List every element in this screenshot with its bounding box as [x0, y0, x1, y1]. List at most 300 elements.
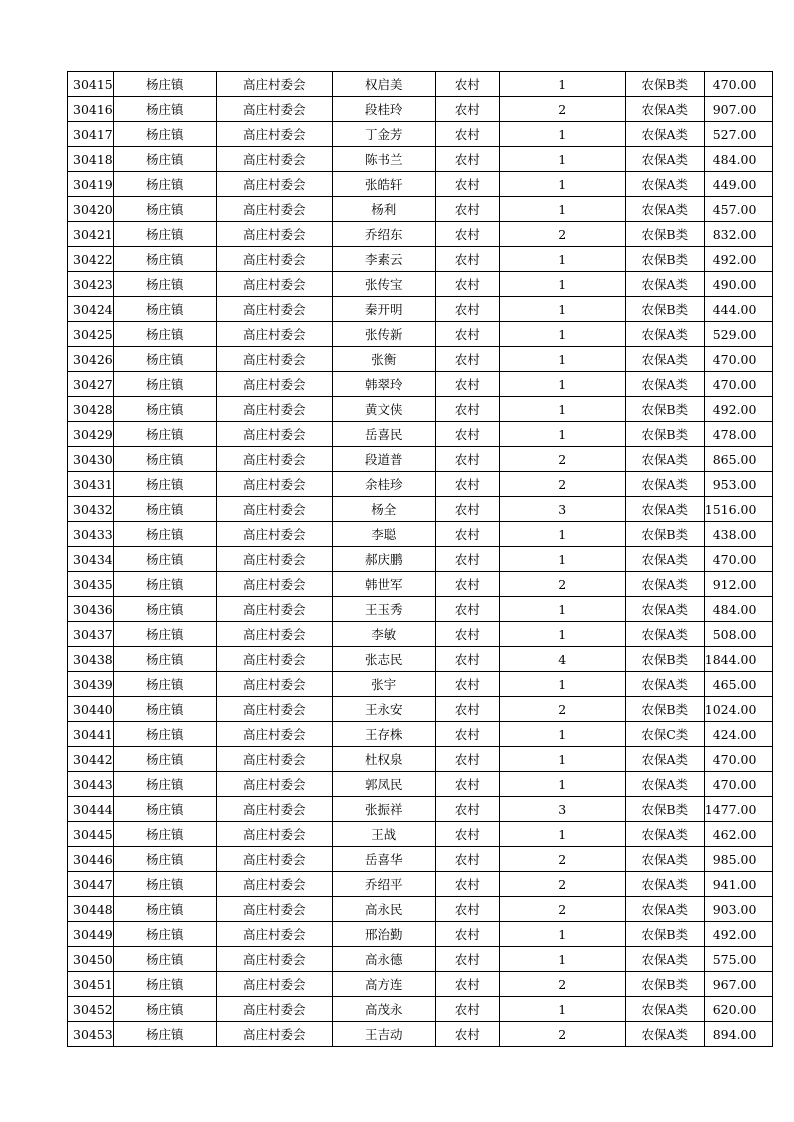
- village-committee-cell: 高庄村委会: [216, 997, 332, 1022]
- insurance-category-cell: 农保A类: [625, 997, 704, 1022]
- table-row: [68, 372, 773, 397]
- amount-cell: 985.00: [704, 847, 773, 872]
- insurance-category-cell: 农保A类: [625, 147, 704, 172]
- area-type-cell: 农村: [435, 822, 499, 847]
- town-cell: 杨庄镇: [113, 222, 216, 247]
- person-name-cell: 高永民: [332, 897, 435, 922]
- amount-cell: 492.00: [704, 922, 773, 947]
- insurance-category-cell: 农保B类: [625, 222, 704, 247]
- area-type-cell: 农村: [435, 147, 499, 172]
- record-id-cell: 30432: [68, 497, 114, 522]
- amount-cell: 484.00: [704, 147, 773, 172]
- town-cell: 杨庄镇: [113, 347, 216, 372]
- town-cell: 杨庄镇: [113, 522, 216, 547]
- area-type-cell: 农村: [435, 922, 499, 947]
- record-id-cell: 30420: [68, 197, 114, 222]
- person-name-cell: 段道普: [332, 447, 435, 472]
- area-type-cell: 农村: [435, 522, 499, 547]
- table-row: [68, 947, 773, 972]
- town-cell: 杨庄镇: [113, 797, 216, 822]
- amount-cell: 470.00: [704, 547, 773, 572]
- insurance-category-cell: 农保A类: [625, 122, 704, 147]
- record-id-cell: 30443: [68, 772, 114, 797]
- amount-cell: 1024.00: [704, 697, 773, 722]
- household-count-cell: 1: [499, 322, 625, 347]
- town-cell: 杨庄镇: [113, 422, 216, 447]
- village-committee-cell: 高庄村委会: [216, 697, 332, 722]
- town-cell: 杨庄镇: [113, 622, 216, 647]
- town-cell: 杨庄镇: [113, 172, 216, 197]
- town-cell: 杨庄镇: [113, 722, 216, 747]
- town-cell: 杨庄镇: [113, 572, 216, 597]
- household-count-cell: 2: [499, 222, 625, 247]
- amount-cell: 894.00: [704, 1022, 773, 1047]
- amount-cell: 620.00: [704, 997, 773, 1022]
- household-count-cell: 2: [499, 447, 625, 472]
- record-id-cell: 30447: [68, 872, 114, 897]
- insurance-category-cell: 农保B类: [625, 297, 704, 322]
- village-committee-cell: 高庄村委会: [216, 147, 332, 172]
- table-row: [68, 922, 773, 947]
- table-row: [68, 972, 773, 997]
- insurance-category-cell: 农保C类: [625, 722, 704, 747]
- person-name-cell: 乔绍东: [332, 222, 435, 247]
- insurance-category-cell: 农保A类: [625, 947, 704, 972]
- area-type-cell: 农村: [435, 297, 499, 322]
- record-id-cell: 30425: [68, 322, 114, 347]
- household-count-cell: 1: [499, 422, 625, 447]
- area-type-cell: 农村: [435, 547, 499, 572]
- household-count-cell: 2: [499, 97, 625, 122]
- town-cell: 杨庄镇: [113, 197, 216, 222]
- insurance-category-cell: 农保B类: [625, 797, 704, 822]
- village-committee-cell: 高庄村委会: [216, 372, 332, 397]
- household-count-cell: 1: [499, 522, 625, 547]
- town-cell: 杨庄镇: [113, 922, 216, 947]
- record-id-cell: 30424: [68, 297, 114, 322]
- household-count-cell: 1: [499, 347, 625, 372]
- amount-cell: 470.00: [704, 72, 773, 97]
- area-type-cell: 农村: [435, 772, 499, 797]
- household-count-cell: 1: [499, 947, 625, 972]
- amount-cell: 462.00: [704, 822, 773, 847]
- village-committee-cell: 高庄村委会: [216, 522, 332, 547]
- person-name-cell: 高茂永: [332, 997, 435, 1022]
- village-committee-cell: 高庄村委会: [216, 322, 332, 347]
- amount-cell: 478.00: [704, 422, 773, 447]
- table-row: [68, 422, 773, 447]
- amount-cell: 941.00: [704, 872, 773, 897]
- amount-cell: 832.00: [704, 222, 773, 247]
- town-cell: 杨庄镇: [113, 547, 216, 572]
- town-cell: 杨庄镇: [113, 1022, 216, 1047]
- table-row: [68, 172, 773, 197]
- insurance-category-cell: 农保B类: [625, 397, 704, 422]
- insurance-category-cell: 农保A类: [625, 572, 704, 597]
- amount-cell: 457.00: [704, 197, 773, 222]
- area-type-cell: 农村: [435, 797, 499, 822]
- household-count-cell: 1: [499, 772, 625, 797]
- table-row: [68, 97, 773, 122]
- insurance-category-cell: 农保B类: [625, 522, 704, 547]
- area-type-cell: 农村: [435, 572, 499, 597]
- amount-cell: 575.00: [704, 947, 773, 972]
- village-committee-cell: 高庄村委会: [216, 922, 332, 947]
- town-cell: 杨庄镇: [113, 397, 216, 422]
- table-row: [68, 347, 773, 372]
- person-name-cell: 邢治勤: [332, 922, 435, 947]
- amount-cell: 1844.00: [704, 647, 773, 672]
- village-committee-cell: 高庄村委会: [216, 1022, 332, 1047]
- table-row: [68, 397, 773, 422]
- town-cell: 杨庄镇: [113, 122, 216, 147]
- amount-cell: 470.00: [704, 372, 773, 397]
- table-row: [68, 672, 773, 697]
- person-name-cell: 李聪: [332, 522, 435, 547]
- person-name-cell: 杨全: [332, 497, 435, 522]
- person-name-cell: 王永安: [332, 697, 435, 722]
- person-name-cell: 郝庆鹏: [332, 547, 435, 572]
- record-id-cell: 30430: [68, 447, 114, 472]
- village-committee-cell: 高庄村委会: [216, 572, 332, 597]
- town-cell: 杨庄镇: [113, 72, 216, 97]
- town-cell: 杨庄镇: [113, 322, 216, 347]
- area-type-cell: 农村: [435, 747, 499, 772]
- insurance-category-cell: 农保A类: [625, 172, 704, 197]
- insurance-category-cell: 农保A类: [625, 597, 704, 622]
- table-row: [68, 247, 773, 272]
- insurance-category-cell: 农保A类: [625, 272, 704, 297]
- area-type-cell: 农村: [435, 622, 499, 647]
- insurance-category-cell: 农保A类: [625, 497, 704, 522]
- table-row: [68, 447, 773, 472]
- person-name-cell: 王玉秀: [332, 597, 435, 622]
- person-name-cell: 陈书兰: [332, 147, 435, 172]
- amount-cell: 449.00: [704, 172, 773, 197]
- record-id-cell: 30445: [68, 822, 114, 847]
- amount-cell: 470.00: [704, 347, 773, 372]
- insurance-category-cell: 农保A类: [625, 197, 704, 222]
- record-id-cell: 30418: [68, 147, 114, 172]
- person-name-cell: 段桂玲: [332, 97, 435, 122]
- town-cell: 杨庄镇: [113, 247, 216, 272]
- household-count-cell: 1: [499, 997, 625, 1022]
- person-name-cell: 李素云: [332, 247, 435, 272]
- table-row: [68, 822, 773, 847]
- record-id-cell: 30423: [68, 272, 114, 297]
- area-type-cell: 农村: [435, 847, 499, 872]
- area-type-cell: 农村: [435, 322, 499, 347]
- village-committee-cell: 高庄村委会: [216, 347, 332, 372]
- record-id-cell: 30429: [68, 422, 114, 447]
- village-committee-cell: 高庄村委会: [216, 472, 332, 497]
- table-row: [68, 772, 773, 797]
- town-cell: 杨庄镇: [113, 497, 216, 522]
- amount-cell: 470.00: [704, 747, 773, 772]
- table-row: [68, 597, 773, 622]
- insurance-category-cell: 农保B类: [625, 697, 704, 722]
- table-row: [68, 797, 773, 822]
- record-id-cell: 30431: [68, 472, 114, 497]
- amount-cell: 903.00: [704, 897, 773, 922]
- household-count-cell: 2: [499, 897, 625, 922]
- table-row: [68, 547, 773, 572]
- insurance-category-cell: 农保B类: [625, 72, 704, 97]
- record-id-cell: 30438: [68, 647, 114, 672]
- household-count-cell: 2: [499, 972, 625, 997]
- town-cell: 杨庄镇: [113, 372, 216, 397]
- household-count-cell: 1: [499, 72, 625, 97]
- village-committee-cell: 高庄村委会: [216, 597, 332, 622]
- insurance-category-cell: 农保B类: [625, 247, 704, 272]
- area-type-cell: 农村: [435, 447, 499, 472]
- household-count-cell: 1: [499, 397, 625, 422]
- town-cell: 杨庄镇: [113, 672, 216, 697]
- record-id-cell: 30436: [68, 597, 114, 622]
- amount-cell: 465.00: [704, 672, 773, 697]
- village-committee-cell: 高庄村委会: [216, 947, 332, 972]
- household-count-cell: 1: [499, 822, 625, 847]
- area-type-cell: 农村: [435, 97, 499, 122]
- record-id-cell: 30444: [68, 797, 114, 822]
- village-committee-cell: 高庄村委会: [216, 297, 332, 322]
- town-cell: 杨庄镇: [113, 897, 216, 922]
- roster-table-body: [68, 72, 773, 1047]
- table-row: [68, 197, 773, 222]
- amount-cell: 953.00: [704, 472, 773, 497]
- household-count-cell: 2: [499, 572, 625, 597]
- village-committee-cell: 高庄村委会: [216, 172, 332, 197]
- amount-cell: 912.00: [704, 572, 773, 597]
- village-committee-cell: 高庄村委会: [216, 797, 332, 822]
- town-cell: 杨庄镇: [113, 297, 216, 322]
- area-type-cell: 农村: [435, 122, 499, 147]
- village-committee-cell: 高庄村委会: [216, 122, 332, 147]
- household-count-cell: 1: [499, 597, 625, 622]
- amount-cell: 1477.00: [704, 797, 773, 822]
- person-name-cell: 李敏: [332, 622, 435, 647]
- person-name-cell: 高永德: [332, 947, 435, 972]
- insurance-category-cell: 农保A类: [625, 372, 704, 397]
- person-name-cell: 王吉动: [332, 1022, 435, 1047]
- amount-cell: 865.00: [704, 447, 773, 472]
- village-committee-cell: 高庄村委会: [216, 847, 332, 872]
- person-name-cell: 秦开明: [332, 297, 435, 322]
- person-name-cell: 黄文侠: [332, 397, 435, 422]
- table-row: [68, 122, 773, 147]
- area-type-cell: 农村: [435, 497, 499, 522]
- area-type-cell: 农村: [435, 647, 499, 672]
- insurance-category-cell: 农保A类: [625, 672, 704, 697]
- person-name-cell: 王存株: [332, 722, 435, 747]
- record-id-cell: 30426: [68, 347, 114, 372]
- village-committee-cell: 高庄村委会: [216, 422, 332, 447]
- amount-cell: 490.00: [704, 272, 773, 297]
- record-id-cell: 30433: [68, 522, 114, 547]
- amount-cell: 444.00: [704, 297, 773, 322]
- person-name-cell: 杨利: [332, 197, 435, 222]
- record-id-cell: 30439: [68, 672, 114, 697]
- town-cell: 杨庄镇: [113, 747, 216, 772]
- insurance-category-cell: 农保B类: [625, 647, 704, 672]
- town-cell: 杨庄镇: [113, 772, 216, 797]
- insurance-category-cell: 农保A类: [625, 897, 704, 922]
- table-row: [68, 897, 773, 922]
- record-id-cell: 30421: [68, 222, 114, 247]
- insurance-category-cell: 农保A类: [625, 472, 704, 497]
- amount-cell: 527.00: [704, 122, 773, 147]
- village-committee-cell: 高庄村委会: [216, 822, 332, 847]
- town-cell: 杨庄镇: [113, 972, 216, 997]
- area-type-cell: 农村: [435, 372, 499, 397]
- record-id-cell: 30440: [68, 697, 114, 722]
- village-committee-cell: 高庄村委会: [216, 222, 332, 247]
- insurance-category-cell: 农保A类: [625, 622, 704, 647]
- table-row: [68, 722, 773, 747]
- household-count-cell: 1: [499, 922, 625, 947]
- record-id-cell: 30416: [68, 97, 114, 122]
- town-cell: 杨庄镇: [113, 97, 216, 122]
- amount-cell: 492.00: [704, 247, 773, 272]
- town-cell: 杨庄镇: [113, 997, 216, 1022]
- person-name-cell: 王战: [332, 822, 435, 847]
- insurance-category-cell: 农保A类: [625, 822, 704, 847]
- area-type-cell: 农村: [435, 597, 499, 622]
- table-row: [68, 322, 773, 347]
- amount-cell: 424.00: [704, 722, 773, 747]
- area-type-cell: 农村: [435, 972, 499, 997]
- table-row: [68, 572, 773, 597]
- town-cell: 杨庄镇: [113, 597, 216, 622]
- person-name-cell: 岳喜华: [332, 847, 435, 872]
- record-id-cell: 30446: [68, 847, 114, 872]
- table-row: [68, 272, 773, 297]
- town-cell: 杨庄镇: [113, 447, 216, 472]
- amount-cell: 484.00: [704, 597, 773, 622]
- table-row: [68, 522, 773, 547]
- town-cell: 杨庄镇: [113, 472, 216, 497]
- household-count-cell: 1: [499, 247, 625, 272]
- village-committee-cell: 高庄村委会: [216, 72, 332, 97]
- household-count-cell: 2: [499, 1022, 625, 1047]
- record-id-cell: 30441: [68, 722, 114, 747]
- area-type-cell: 农村: [435, 672, 499, 697]
- record-id-cell: 30434: [68, 547, 114, 572]
- person-name-cell: 张皓轩: [332, 172, 435, 197]
- record-id-cell: 30442: [68, 747, 114, 772]
- insurance-category-cell: 农保A类: [625, 772, 704, 797]
- table-row: [68, 872, 773, 897]
- village-committee-cell: 高庄村委会: [216, 672, 332, 697]
- person-name-cell: 韩世军: [332, 572, 435, 597]
- area-type-cell: 农村: [435, 947, 499, 972]
- insurance-category-cell: 农保A类: [625, 747, 704, 772]
- area-type-cell: 农村: [435, 422, 499, 447]
- record-id-cell: 30427: [68, 372, 114, 397]
- insurance-category-cell: 农保A类: [625, 547, 704, 572]
- table-row: [68, 147, 773, 172]
- town-cell: 杨庄镇: [113, 872, 216, 897]
- person-name-cell: 韩翠玲: [332, 372, 435, 397]
- household-count-cell: 3: [499, 797, 625, 822]
- town-cell: 杨庄镇: [113, 147, 216, 172]
- record-id-cell: 30415: [68, 72, 114, 97]
- village-committee-cell: 高庄村委会: [216, 622, 332, 647]
- record-id-cell: 30417: [68, 122, 114, 147]
- household-count-cell: 2: [499, 472, 625, 497]
- household-count-cell: 1: [499, 297, 625, 322]
- area-type-cell: 农村: [435, 1022, 499, 1047]
- village-committee-cell: 高庄村委会: [216, 872, 332, 897]
- insurance-category-cell: 农保A类: [625, 347, 704, 372]
- household-count-cell: 1: [499, 272, 625, 297]
- household-count-cell: 1: [499, 547, 625, 572]
- village-committee-cell: 高庄村委会: [216, 747, 332, 772]
- person-name-cell: 郭凤民: [332, 772, 435, 797]
- record-id-cell: 30428: [68, 397, 114, 422]
- record-id-cell: 30449: [68, 922, 114, 947]
- table-row: [68, 72, 773, 97]
- record-id-cell: 30422: [68, 247, 114, 272]
- household-count-cell: 1: [499, 147, 625, 172]
- area-type-cell: 农村: [435, 872, 499, 897]
- amount-cell: 1516.00: [704, 497, 773, 522]
- household-count-cell: 2: [499, 847, 625, 872]
- person-name-cell: 张宇: [332, 672, 435, 697]
- table-row: [68, 847, 773, 872]
- person-name-cell: 岳喜民: [332, 422, 435, 447]
- record-id-cell: 30453: [68, 1022, 114, 1047]
- village-committee-cell: 高庄村委会: [216, 397, 332, 422]
- amount-cell: 967.00: [704, 972, 773, 997]
- person-name-cell: 张衡: [332, 347, 435, 372]
- household-count-cell: 1: [499, 172, 625, 197]
- record-id-cell: 30437: [68, 622, 114, 647]
- household-count-cell: 4: [499, 647, 625, 672]
- household-count-cell: 1: [499, 622, 625, 647]
- village-committee-cell: 高庄村委会: [216, 197, 332, 222]
- record-id-cell: 30452: [68, 997, 114, 1022]
- village-committee-cell: 高庄村委会: [216, 647, 332, 672]
- village-committee-cell: 高庄村委会: [216, 447, 332, 472]
- area-type-cell: 农村: [435, 347, 499, 372]
- area-type-cell: 农村: [435, 897, 499, 922]
- area-type-cell: 农村: [435, 197, 499, 222]
- table-row: [68, 497, 773, 522]
- record-id-cell: 30451: [68, 972, 114, 997]
- table-row: [68, 622, 773, 647]
- village-committee-cell: 高庄村委会: [216, 772, 332, 797]
- area-type-cell: 农村: [435, 397, 499, 422]
- town-cell: 杨庄镇: [113, 647, 216, 672]
- insurance-category-cell: 农保A类: [625, 847, 704, 872]
- table-row: [68, 747, 773, 772]
- village-committee-cell: 高庄村委会: [216, 272, 332, 297]
- table-row: [68, 647, 773, 672]
- table-row: [68, 1022, 773, 1047]
- area-type-cell: 农村: [435, 472, 499, 497]
- table-row: [68, 297, 773, 322]
- person-name-cell: 张传宝: [332, 272, 435, 297]
- area-type-cell: 农村: [435, 247, 499, 272]
- household-count-cell: 1: [499, 747, 625, 772]
- area-type-cell: 农村: [435, 72, 499, 97]
- record-id-cell: 30419: [68, 172, 114, 197]
- insurance-category-cell: 农保A类: [625, 447, 704, 472]
- town-cell: 杨庄镇: [113, 272, 216, 297]
- table-row: [68, 472, 773, 497]
- person-name-cell: 张传新: [332, 322, 435, 347]
